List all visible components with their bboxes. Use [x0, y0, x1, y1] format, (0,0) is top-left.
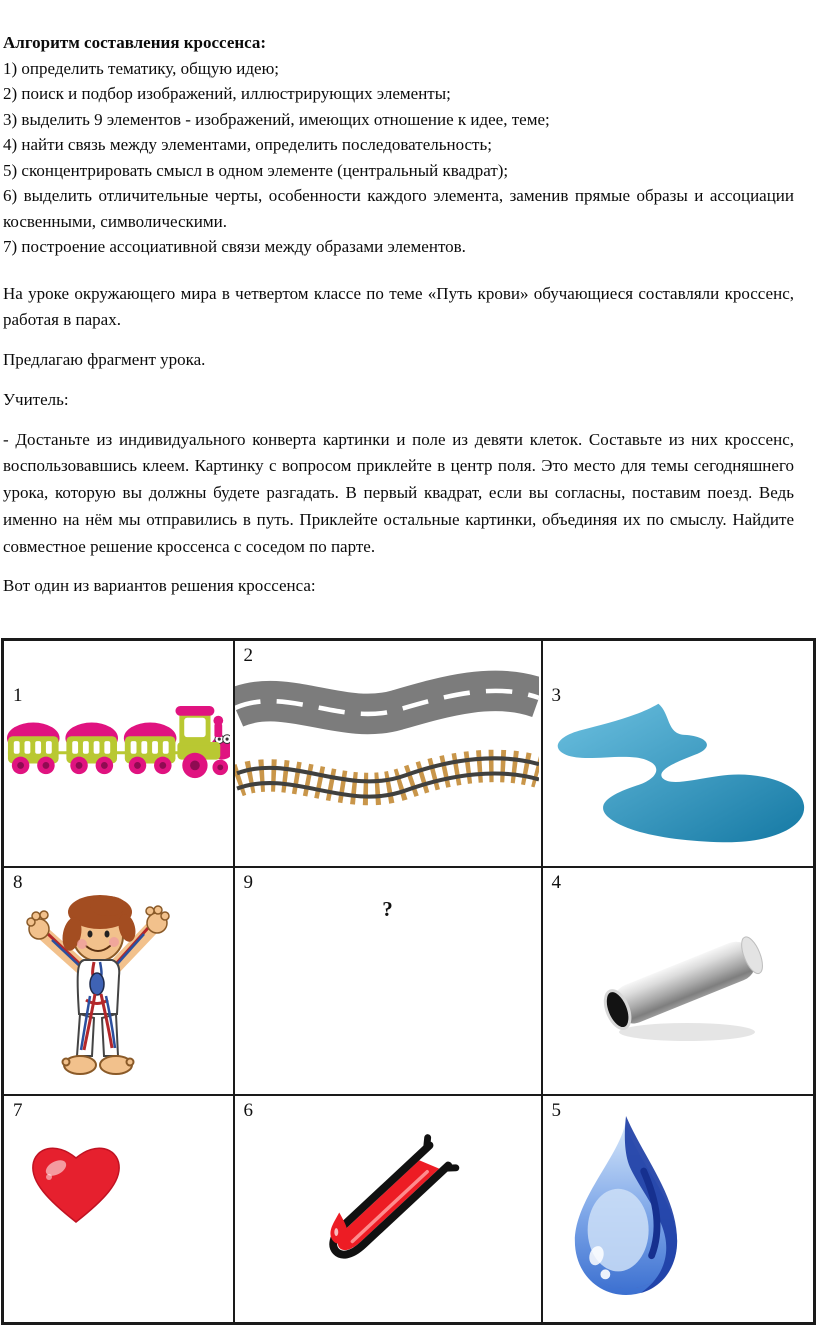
cell-number: 8 [13, 871, 23, 893]
algorithm-item-4: 4) найти связь между элементами, определить последовательность; [3, 135, 492, 154]
algorithm-item-2: 2) поиск и подбор изображений, иллюстрирующих элементы; [3, 84, 451, 103]
grid-cell-4 [542, 867, 815, 1095]
grid-cell-6 [234, 1095, 542, 1324]
grid-cell-2 [234, 640, 542, 867]
child-circulatory-system-icon [24, 884, 174, 1084]
teacher-label: Учитель: [3, 389, 69, 409]
algorithm-title: Алгоритм составления кроссенса: [3, 33, 267, 52]
algorithm-item-1: 1) определить тематику, общую идею; [3, 58, 280, 78]
red-heart-icon [26, 1138, 126, 1230]
question-mark-icon: ? [382, 896, 393, 921]
river-icon [546, 699, 812, 851]
blood-test-tube-icon [293, 1118, 475, 1300]
algorithm-item-5: 5) сконцентрировать смысл в одном элементе (центральный квадрат); [3, 160, 509, 180]
cell-number: 3 [551, 685, 561, 706]
cell-number: 7 [13, 1099, 23, 1121]
cell-number: 2 [243, 645, 253, 666]
variant-line: Вот один из вариантов решения кроссенса: [3, 575, 316, 595]
lesson-intro-paragraph: На уроке окружающего мира в четвертом классе по теме «Путь крови» обучающиеся составляли кроссенс, работая в парах. [3, 283, 794, 330]
document-text [0, 0, 816, 638]
grid-cell-8 [3, 867, 234, 1095]
water-drop-icon [567, 1110, 685, 1302]
grid-cell-1 [3, 640, 234, 867]
road-and-railway-icon [235, 667, 539, 825]
grid-cell-7 [3, 1095, 234, 1324]
crossens-grid [1, 638, 816, 1325]
cell-number: 9 [243, 871, 253, 893]
algorithm-item-7: 7) построение ассоциативной связи между образами элементов. [3, 237, 466, 256]
metal-pipe-icon [587, 918, 772, 1053]
grid-cell-9 [234, 867, 542, 1095]
algorithm-list [3, 30, 794, 260]
cell-number: 6 [243, 1099, 253, 1121]
teacher-speech-paragraph: - Достаньте из индивидуального конверта картинки и поле из девяти клеток. Составьте из них кроссенс, воспользовавшись клеем. Картинку с вопросом приклейте в центр поля. Это место для темы сегодняшнего урока, которую вы должны будете разгадать. В первый квадрат, если вы согласны, поставим поезд. Ведь именно на нём мы отправились в путь. Приклейте остальные картинки, объединяя их по смыслу. Найдите совместное решение кроссенса с соседом по парте. [3, 429, 794, 556]
cell-number: 4 [551, 871, 561, 893]
grid-cell-3 [542, 640, 815, 867]
algorithm-item-3: 3) выделить 9 элементов - изображений, имеющих отношение к идее, теме; [3, 109, 550, 129]
toy-train-icon [6, 697, 230, 790]
cell-number: 1 [13, 685, 23, 706]
grid-cell-5 [542, 1095, 815, 1324]
algorithm-item-6: 6) выделить отличительные черты, особенности каждого элемента, заменив прямые образы и ассоциации косвенными, символическими. [3, 186, 794, 231]
fragment-line: Предлагаю фрагмент урока. [3, 350, 206, 370]
cell-number: 5 [551, 1099, 561, 1121]
